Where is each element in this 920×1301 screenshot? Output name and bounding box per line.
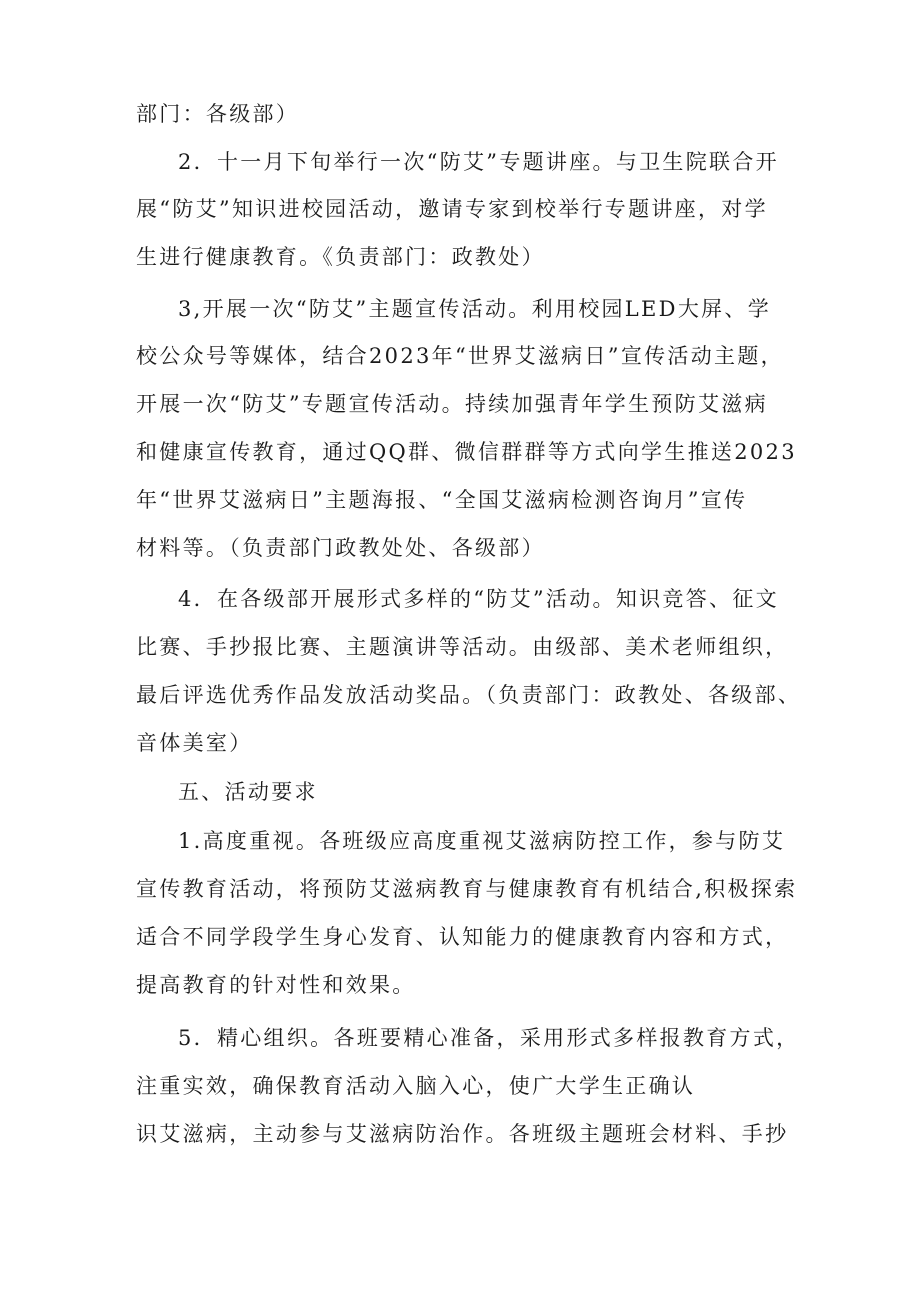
text-line-5: 3,开展一次“防艾”主题宣传活动。利用校园LED大屏、学	[178, 297, 772, 321]
text-line-11: 4．在各级部开展形式多样的“防艾”活动。知识竞答、征文	[178, 587, 779, 611]
section-heading: 五、活动要求	[178, 780, 318, 804]
text-line-6: 校公众号等媒体，结合2023年“世界艾滋病日”宣传活动主题，	[136, 344, 784, 368]
text-line-8: 和健康宣传教育，通过QQ群、微信群群等方式向学生推送2023	[136, 440, 797, 464]
text-line-16: 1.高度重视。各班级应高度重视艾滋病防控工作，参与防艾	[178, 829, 786, 853]
text-line-9: 年“世界艾滋病日”主题海报、“全国艾滋病检测咨询月”宣传	[136, 488, 748, 512]
text-line-21: 注重实效，确保教育活动入脑入心，使广大学生正确认	[136, 1074, 696, 1098]
text-line-12: 比赛、手抄报比赛、主题演讲等活动。由级部、美术老师组织，	[136, 635, 789, 659]
text-line-10: 材料等。（负责部门政教处处、各级部）	[136, 536, 545, 560]
text-line-13: 最后评选优秀作品发放活动奖品。（负责部门：政教处、各级部、	[136, 683, 802, 707]
text-line-2: 2．十一月下旬举行一次“防艾”专题讲座。与卫生院联合开	[178, 150, 779, 174]
text-line-17: 宣传教育活动，将预防艾滋病教育与健康教育有机结合,积极探索	[136, 877, 798, 901]
text-line-14: 音体美室）	[136, 731, 253, 755]
text-line-22: 识艾滋病，主动参与艾滋病防治作。各班级主题班会材料、手抄	[136, 1122, 789, 1146]
text-line-4: 生进行健康教育。《负责部门：政教处）	[136, 245, 545, 269]
text-line-3: 展“防艾”知识进校园活动，邀请专家到校举行专题讲座，对学	[136, 197, 768, 221]
text-line-7: 开展一次“防艾”专题宣传活动。持续加强青年学生预防艾滋病	[136, 392, 768, 416]
text-line-18: 适合不同学段学生身心发育、认知能力的健康教育内容和方式，	[136, 925, 789, 949]
text-line-19: 提高教育的针对性和效果。	[136, 973, 416, 997]
text-line-1: 部门：各级部）	[136, 102, 300, 126]
text-line-20: 5．精心组织。各班要精心准备，采用形式多样报教育方式，	[178, 1026, 800, 1050]
